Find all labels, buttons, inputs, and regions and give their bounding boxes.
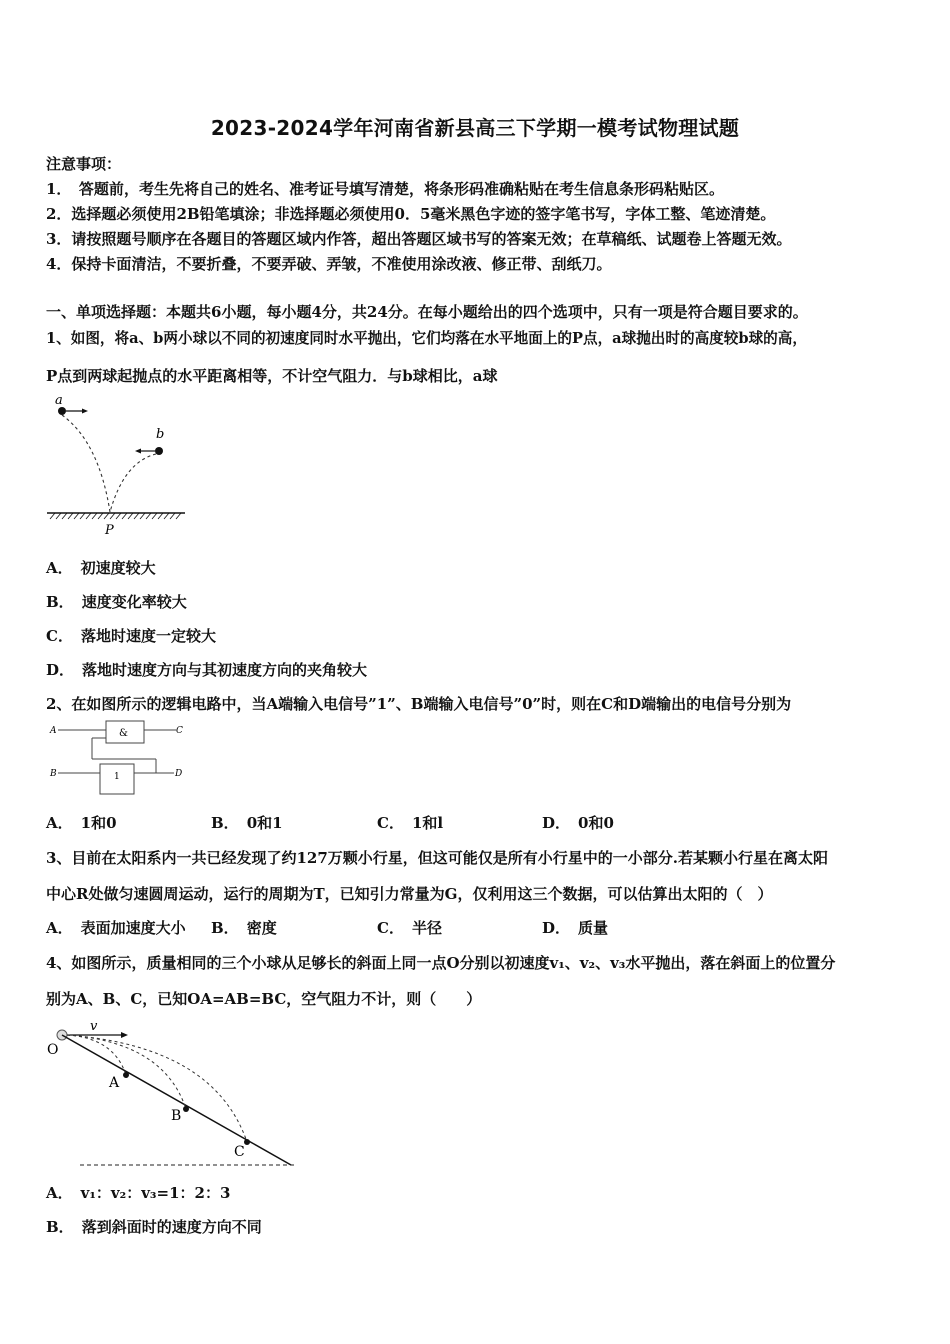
q2-option-d: D． 0和0 (542, 814, 614, 832)
q4-label-v: v (90, 1019, 98, 1034)
q1-label-p: P (105, 523, 114, 538)
q1-stem: 1、如图，将a、b两小球以不同的初速度同时水平抛出，它们均落在水平地面上的P点，a球抛出时的高度较b球的高， (46, 330, 807, 347)
notice-item: 4．保持卡面清洁，不要折叠，不要弄破、弄皱，不准使用涂改液、修正带、刮纸刀。 (46, 255, 612, 273)
q1-option-c: C． 落地时速度一定较大 (46, 627, 216, 645)
q4-stem: 4、如图所示，质量相同的三个小球从足够长的斜面上同一点O分别以初速度v₁、v₂、v₃水平抛出，落在斜面上的位置分 (46, 954, 836, 972)
q2-logic-circuit-figure (48, 718, 188, 798)
q2-label-a: A (50, 726, 57, 736)
q4-stem-cont: 别为A、B、C，已知OA=AB=BC，空气阻力不计，则（ ） (46, 990, 482, 1008)
q4-label-b: B (171, 1108, 182, 1124)
q3-option-c: C． 半径 (377, 919, 442, 937)
q1-option-d: D． 落地时速度方向与其初速度方向的夹角较大 (46, 661, 368, 679)
q4-incline-figure (44, 1014, 304, 1174)
q2-label-d: D (175, 769, 183, 779)
q4-option-b: B． 落到斜面时的速度方向不同 (46, 1218, 262, 1236)
q4-label-o: O (47, 1042, 59, 1058)
q4-label-a: A (109, 1075, 120, 1091)
q1-stem-cont: P点到两球起抛点的水平距离相等，不计空气阻力．与b球相比，a球 (46, 367, 498, 385)
q1-projectile-figure (44, 392, 194, 540)
q2-option-b: B． 0和1 (211, 814, 283, 832)
notice-heading: 注意事项： (46, 155, 122, 173)
q3-stem: 3、目前在太阳系内一共已经发现了约127万颗小行星，但这可能仅是所有小行星中的一小部分.若某颗小行星在离太阳 (46, 849, 828, 867)
q1-label-b: b (156, 427, 165, 442)
notice-item: 1． 答题前，考生先将自己的姓名、准考证号填写清楚，将条形码准确粘贴在考生信息条形码粘贴区。 (46, 180, 724, 198)
q3-stem-cont: 中心R处做匀速圆周运动，运行的周期为T，已知引力常量为G，仅利用这三个数据，可以估算出太阳的（ ） (46, 885, 773, 903)
q1-label-a: a (55, 393, 63, 408)
q2-option-c: C． 1和l (377, 814, 444, 832)
q3-option-d: D． 质量 (542, 919, 609, 937)
page-title: 2023-2024学年河南省新县高三下学期一模考试物理试题 (210, 116, 740, 140)
q2-stem: 2、在如图所示的逻辑电路中，当A端输入电信号”1”、B端输入电信号”0”时，则在C和D端输出的电信号分别为 (46, 695, 792, 713)
notice-item: 3．请按照题号顺序在各题目的答题区域内作答，超出答题区域书写的答案无效；在草稿纸、试题卷上答题无效。 (46, 230, 792, 248)
q3-option-b: B． 密度 (211, 919, 277, 937)
q2-and-gate-label: & (119, 728, 128, 739)
notice-item: 2．选择题必须使用2B铅笔填涂；非选择题必须使用0．5毫米黑色字迹的签字笔书写，字体工整、笔迹清楚。 (46, 205, 776, 223)
q1-option-a: A． 初速度较大 (46, 559, 156, 577)
q2-label-c: C (176, 726, 183, 736)
q2-not-gate-label: 1 (114, 772, 120, 782)
q4-option-a: A． v₁：v₂：v₃=1：2：3 (46, 1184, 231, 1202)
q3-option-a: A． 表面加速度大小 (46, 919, 186, 937)
q2-label-b: B (50, 769, 57, 779)
q1-option-b: B． 速度变化率较大 (46, 593, 187, 611)
q2-option-a: A． 1和0 (46, 814, 117, 832)
section-heading: 一、单项选择题：本题共6小题，每小题4分，共24分。在每小题给出的四个选项中，只有一项是符合题目要求的。 (46, 303, 808, 321)
q4-label-c: C (234, 1144, 245, 1160)
